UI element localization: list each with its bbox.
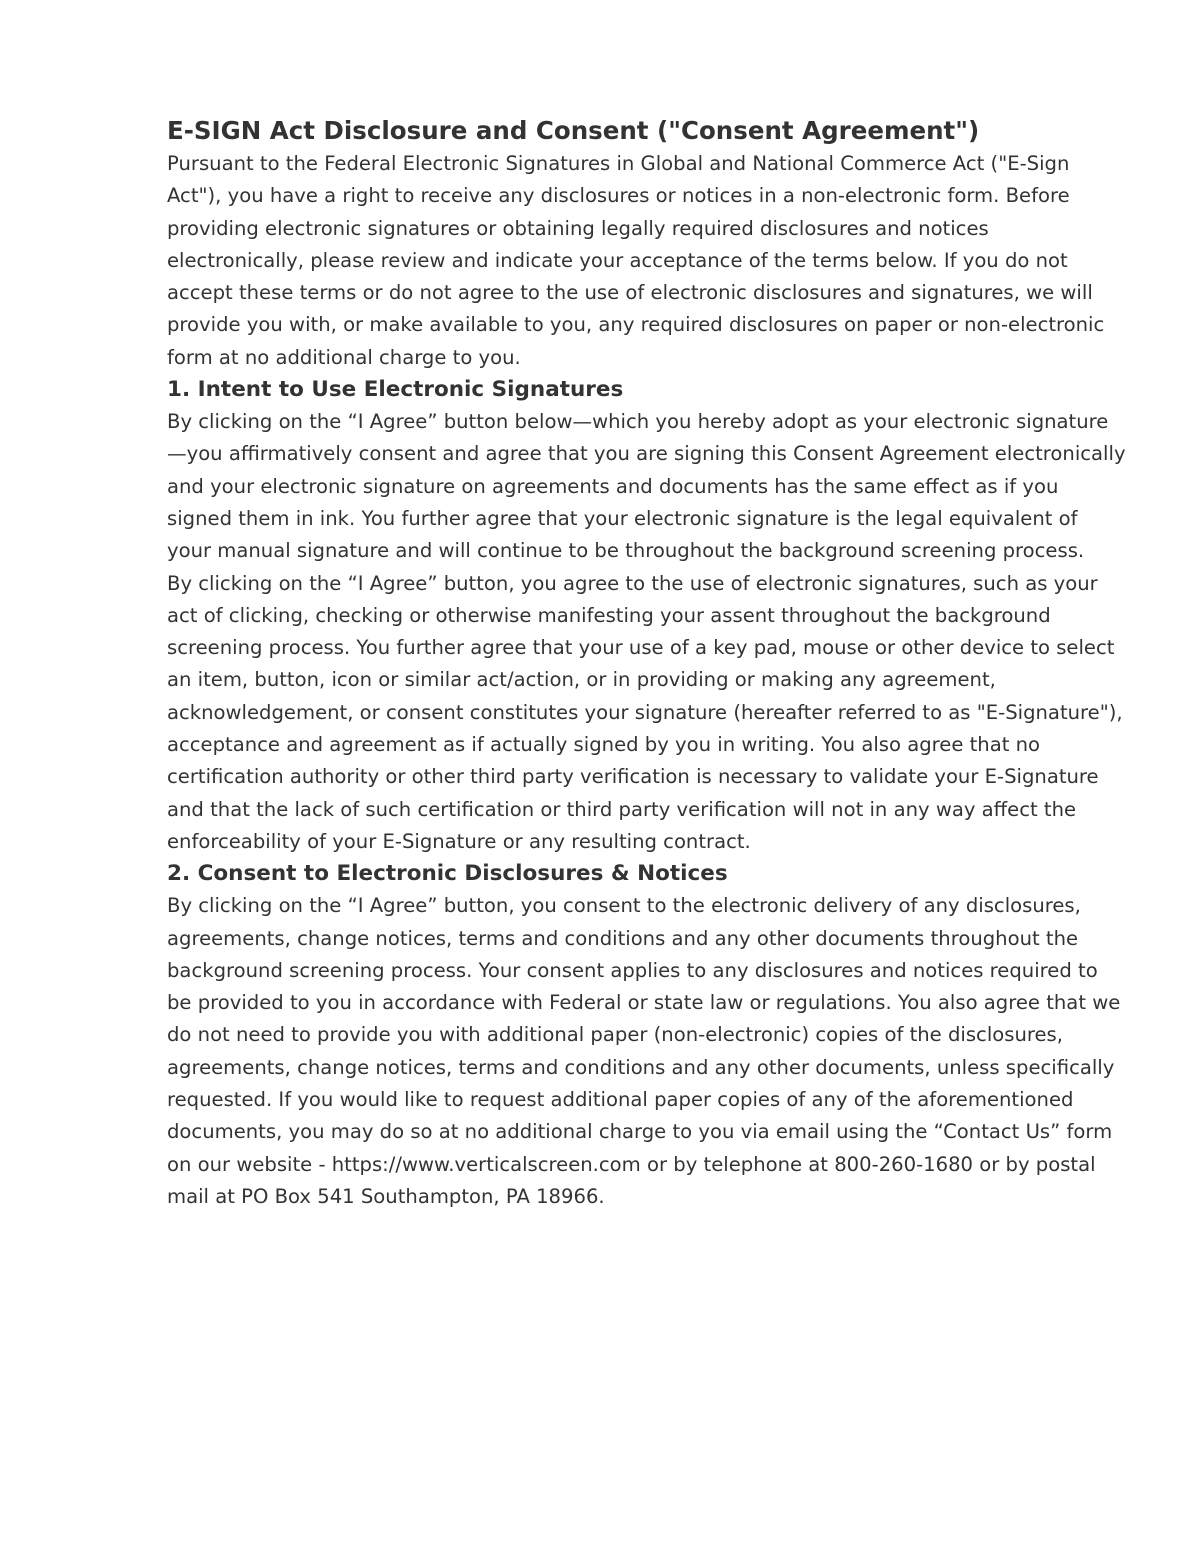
section-2-heading: 2. Consent to Electronic Disclosures & Notices	[167, 861, 728, 887]
section-1-paragraph-1: By clicking on the “I Agree” button below—which you hereby adopt as your electronic signature—you affirmatively consent and agree that you are signing this Consent Agreement electronically and your electronic signature on agreements and documents has the same effect as if you signed them in ink. You further agree that your electronic signature is the legal equivalent of your manual signature and will continue to be throughout the background screening process.	[167, 410, 1126, 563]
section-1-heading: 1. Intent to Use Electronic Signatures	[167, 377, 624, 403]
intro-paragraph: Pursuant to the Federal Electronic Signatures in Global and National Commerce Act ("E-Sign Act"), you have a right to receive any disclosures or notices in a non-electronic form. Before providing electronic signatures or obtaining legally required disclosures and notices electronically, please review and indicate your acceptance of the terms below. If you do not accept these terms or do not agree to the use of electronic disclosures and signatures, we will provide you with, or make available to you, any required disclosures on paper or non-electronic form at no additional charge to you.	[167, 152, 1105, 369]
section-1-paragraph-2: By clicking on the “I Agree” button, you agree to the use of electronic signatures, such as your act of clicking, checking or otherwise manifesting your assent throughout the background screening process. You further agree that your use of a key pad, mouse or other device to select an item, button, icon or similar act/action, or in providing or making any agreement, acknowledgement, or consent constitutes your signature (hereafter referred to as "E-Signature"), acceptance and agreement as if actually signed by you in writing. You also agree that no certification authority or other third party verification is necessary to validate your E-Signature and that the lack of such certification or third party verification will not in any way affect the enforceability of your E-Signature or any resulting contract.	[167, 571, 1123, 853]
document-title: E-SIGN Act Disclosure and Consent ("Consent Agreement")	[167, 116, 980, 145]
section-2-paragraph-1: By clicking on the “I Agree” button, you consent to the electronic delivery of any disclosures, agreements, change notices, terms and conditions and any other documents throughout the background screening process. Your consent applies to any disclosures and notices required to be provided to you in accordance with Federal or state law or regulations. You also agree that we do not need to provide you with additional paper (non-electronic) copies of the disclosures, agreements, change notices, terms and conditions and any other documents, unless specifically requested. If you would like to request additional paper copies of any of the aforementioned documents, you may do so at no additional charge to you via email using the “Contact Us” form on our website - https://www.verticalscreen.com or by telephone at 800-260-1680 or by postal mail at PO Box 541 Southampton, PA 18966.	[167, 894, 1121, 1208]
consent-document	[167, 114, 1127, 1213]
